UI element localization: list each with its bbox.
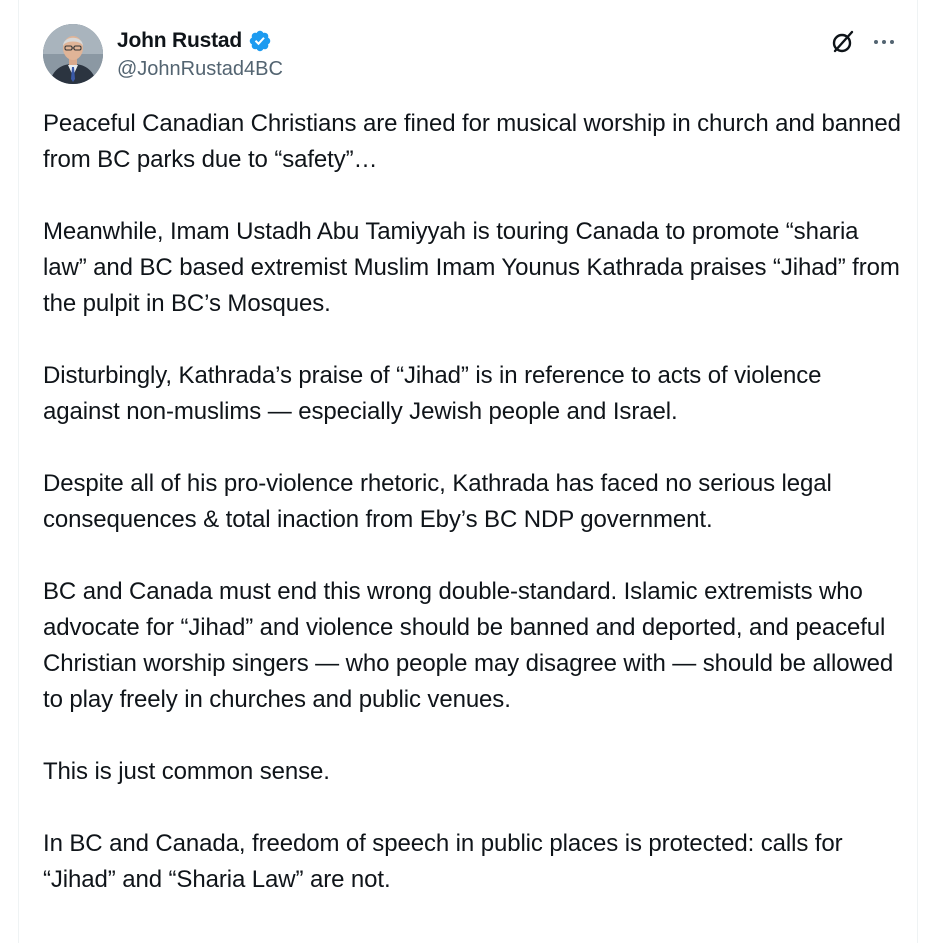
tweet-paragraph: Peaceful Canadian Christians are fined for musical worship in church and banned from BC parks due to “safety”… xyxy=(43,110,901,173)
author-name-row xyxy=(117,28,283,54)
tweet-paragraph: Disturbingly, Kathrada’s praise of “Jihad” is in reference to acts of violence against non-muslims — especially Jewish people and Israel. xyxy=(43,362,822,425)
author-handle[interactable]: @JohnRustad4BC xyxy=(117,58,283,80)
grok-icon[interactable] xyxy=(829,28,857,56)
tweet-paragraph: Meanwhile, Imam Ustadh Abu Tamiyyah is touring Canada to promote “sharia law” and BC based extremist Muslim Imam Younus Kathrada praises “Jihad” from the pulpit in BC’s Mosques. xyxy=(43,218,900,317)
tweet-header xyxy=(43,24,897,88)
tweet-text xyxy=(43,106,903,934)
tweet-paragraph: Despite all of his pro-violence rhetoric, Kathrada has faced no serious legal consequences & total inaction from Eby’s BC NDP government. xyxy=(43,470,832,533)
more-options-icon[interactable] xyxy=(871,29,897,55)
tweet-paragraph: This is just common sense. xyxy=(43,758,330,785)
author-info xyxy=(117,28,283,81)
tweet-card xyxy=(18,0,918,943)
avatar[interactable] xyxy=(43,24,103,84)
verified-badge-icon[interactable] xyxy=(248,29,272,53)
header-actions xyxy=(829,28,897,56)
tweet-paragraph: BC and Canada must end this wrong double-standard. Islamic extremists who advocate for “Jihad” and violence should be banned and deported, and peaceful Christian worship singers — who people may disagree with — should be allowed to play freely in churches and public venues. xyxy=(43,578,894,713)
tweet-paragraph: In BC and Canada, freedom of speech in public places is protected: calls for “Jihad” and “Sharia Law” are not. xyxy=(43,830,843,893)
author-display-name[interactable]: John Rustad xyxy=(117,29,242,52)
